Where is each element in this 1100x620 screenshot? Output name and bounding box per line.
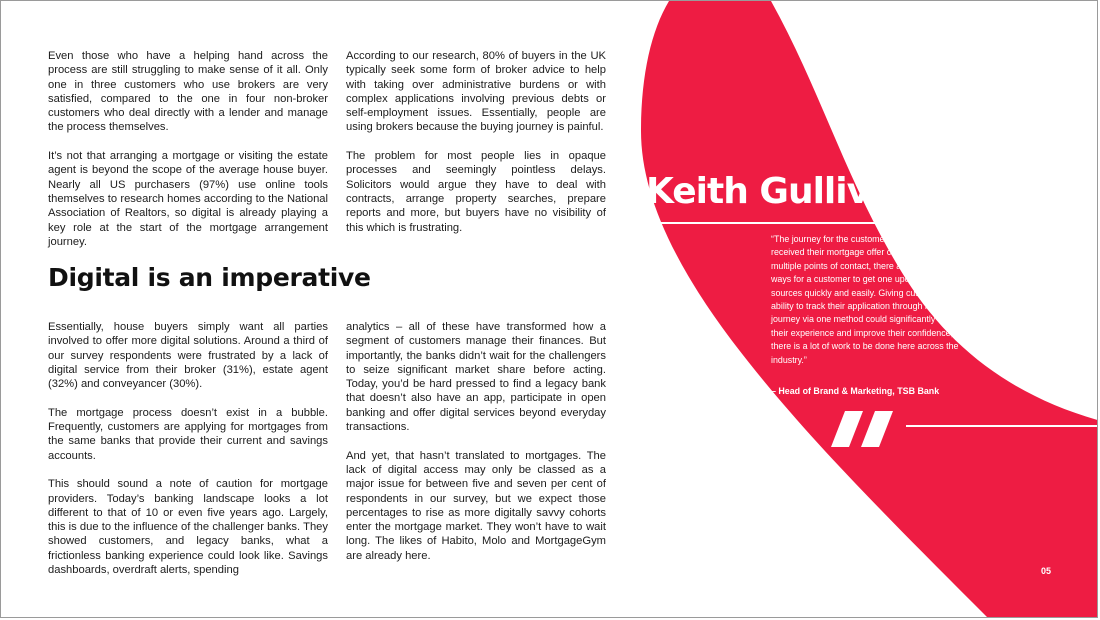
quote-author-name: Keith Gulliver — [646, 171, 910, 212]
pull-quote-text: “The journey for the customer once they have received their mortgage offer can be challenging, with multiple points of contact, there are currently limited ways for a customer to get one update from all sources quickly and easily. Giving customers the ability to track their application through its whole journey via one method could significantly enhance their experience and improve their confidence, but there is a lot of work to be done here across the industry.” — [771, 234, 982, 365]
quotation-mark-icon — [831, 411, 895, 447]
column-bottom-left — [48, 320, 328, 592]
quote-attribution: – Head of Brand & Marketing, TSB Bank — [771, 386, 940, 396]
column-bottom-right — [346, 320, 606, 577]
paragraph: Essentially, house buyers simply want all parties involved to offer more digital solutions. Around a third of our survey respondents were frustrated by a lack of digital service from their broker (31%), estate agent (32%) and conveyancer (30%). — [48, 321, 328, 391]
quote-divider — [906, 425, 1098, 427]
paragraph: According to our research, 80% of buyers in the UK typically seek some form of broker advice to help with taking over administrative burdens or with complex applications involving previous debts or self-employment issues. Essentially, people are using brokers because the buying journey is painful. — [346, 50, 606, 134]
paragraph: The problem for most people lies in opaque processes and seemingly pointless delays. Solicitors would argue they have to deal with contracts, arrange property searches, prepare reports and more, but buyers have no visibility of this which is frustrating. — [346, 150, 606, 234]
column-top-left — [48, 49, 328, 263]
paragraph: This should sound a note of caution for mortgage providers. Today’s banking landscape looks a lot different to that of 10 or even five years ago. Largely, this is due to the influence of the challenger banks. They showed customers, and legacy banks, what a frictionless banking experience could look like. Savings dashboards, overdraft alerts, spending — [48, 478, 328, 577]
column-top-right — [346, 49, 606, 249]
paragraph: The mortgage process doesn’t exist in a bubble. Frequently, customers are applying for mortgages from the same banks that provide their current and savings accounts. — [48, 406, 328, 462]
page-number: 05 — [1041, 566, 1052, 576]
paragraph: It’s not that arranging a mortgage or visiting the estate agent is beyond the scope of the average house buyer. Nearly all US purchasers (97%) use online tools themselves to research homes according to the National Association of Realtors, so digital is already playing a key role at the start of the mortgage arrangement journey. — [48, 150, 328, 248]
paragraph: analytics – all of these have transformed how a segment of customers manage their finances. But importantly, the banks didn’t wait for the challengers to seize significant market share before acting. Today, you’d be hard pressed to find a legacy bank that doesn’t also have an app, participate in open banking and offer digital services beyond everyday transactions. — [346, 321, 606, 434]
section-heading: Digital is an imperative — [48, 263, 371, 292]
paragraph: And yet, that hasn’t translated to mortgages. The lack of digital access may only be classed as a major issue for between five and seven per cent of respondents in our survey, but we expect those percentages to rise as more digitally savvy cohorts enter the mortgage market. They won’t have to wait long. The likes of Habito, Molo and MortgageGym are already here. — [346, 449, 606, 562]
name-underline-divider — [642, 222, 1098, 224]
paragraph: Even those who have a helping hand across the process are still struggling to make sense of it all. Only one in three customers who use brokers are very satisfied, compared to the one in four non-broker customers who deal directly with a lender and manage the process themselves. — [48, 50, 328, 134]
